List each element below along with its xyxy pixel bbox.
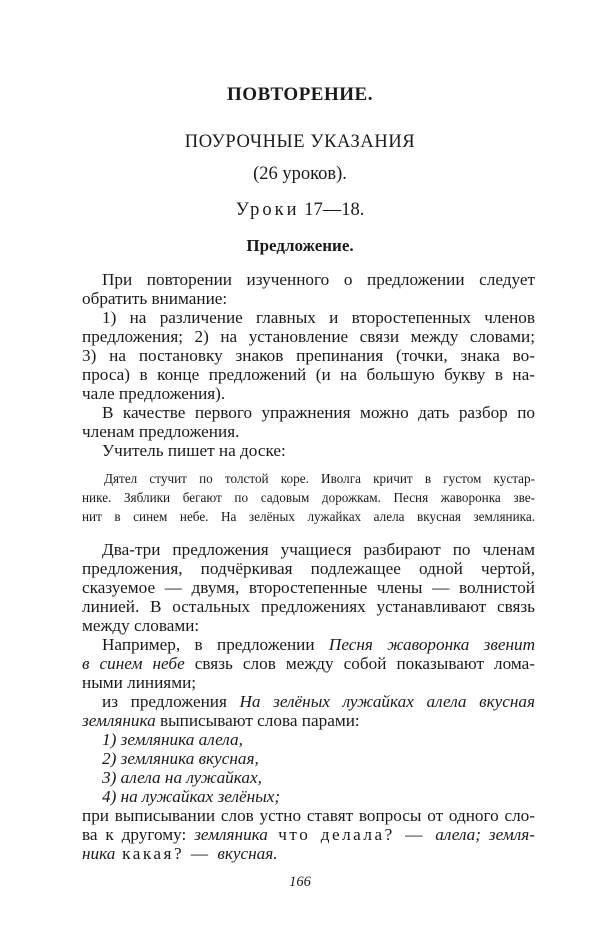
section-title: ПОВТОРЕНИЕ. xyxy=(227,84,373,105)
text-span: связь слов между собой показывают лома- xyxy=(184,654,535,673)
text-line xyxy=(82,654,535,674)
text-line: чале предложения). xyxy=(82,384,226,403)
board-line: нит в синем небе. На зелёных лужайках алела вкусная земляника. xyxy=(82,509,535,524)
board-line: Дятел стучит по толстой коре. Иволга кричит в густом кустар- xyxy=(104,471,535,486)
example-phrase: Песня жаворонка звенит xyxy=(328,635,536,654)
text-line xyxy=(82,692,535,712)
text-span: ва к другому: xyxy=(82,825,195,844)
text-line: членам предложения. xyxy=(82,422,240,441)
text-line: обратить внимание: xyxy=(82,289,228,308)
text-span: выписывают слова парами: xyxy=(155,711,360,730)
word-pair: 2) земляника вкусная, xyxy=(102,749,259,768)
text-line: предложения; 2) на установление связи между словами; xyxy=(82,327,535,346)
word-pair: 1) земляника алела, xyxy=(102,730,243,749)
example-phrase: На зелёных лужайках алела вкусная xyxy=(239,692,535,711)
text-line: между словами: xyxy=(82,616,200,635)
text-line: Два-три предложения учащиеся разбирают по членам xyxy=(102,540,535,559)
lesson-heading xyxy=(0,200,600,221)
text-line: линией. В остальных предложениях устанавливают связь xyxy=(82,597,535,616)
text-line xyxy=(82,711,535,731)
text-line: При повторении изученного о предложении следует xyxy=(102,270,535,289)
question-phrase: что делала? — xyxy=(267,825,436,844)
example-phrase: в синем небе xyxy=(82,654,185,673)
text-line: при выписывании слов устно ставят вопросы от одного сло- xyxy=(82,806,535,825)
word-pair: 3) алела на лужайках, xyxy=(102,768,262,787)
example-phrase: вкусная. xyxy=(217,844,278,863)
text-line: В качестве первого упражнения можно дать разбор по xyxy=(102,403,535,422)
text-line: сказуемое — двумя, второстепенные члены — волнистой xyxy=(82,578,535,597)
example-phrase: ника xyxy=(82,844,116,863)
example-phrase: алела; земля- xyxy=(435,825,535,844)
text-line: проса) в конце предложений (и на большую букву в на- xyxy=(82,365,535,384)
lesson-word: Уроки xyxy=(235,200,300,220)
text-line: предложения, подчёркивая подлежащее одной чертой, xyxy=(82,559,535,578)
section-subtitle: ПОУРОЧНЫЕ УКАЗАНИЯ xyxy=(184,132,416,152)
question-phrase: какая? — xyxy=(115,844,218,863)
text-line: 1) на различение главных и второстепенных членов xyxy=(102,308,535,327)
text-span: Например, в предложении xyxy=(102,635,329,654)
text-line xyxy=(82,825,535,845)
text-line xyxy=(82,844,535,864)
lesson-count: (26 уроков). xyxy=(253,164,347,184)
page-number: 166 xyxy=(289,874,311,890)
text-line: Учитель пишет на доске: xyxy=(102,441,286,460)
text-line: ными линиями; xyxy=(82,673,197,692)
board-line: нике. Зяблики бегают по садовым дорожкам. Песня жаворонка зве- xyxy=(82,490,535,505)
text-line: 3) на постановку знаков препинания (точки, знака во- xyxy=(82,346,535,365)
lesson-numbers: 17—18. xyxy=(304,200,365,220)
example-phrase: земляника xyxy=(82,711,156,730)
example-phrase: земляника xyxy=(194,825,268,844)
text-line xyxy=(82,635,535,655)
word-pair: 4) на лужайках зелёных; xyxy=(102,787,281,806)
topic-heading: Предложение. xyxy=(246,236,354,255)
text-span: из предложения xyxy=(102,692,240,711)
